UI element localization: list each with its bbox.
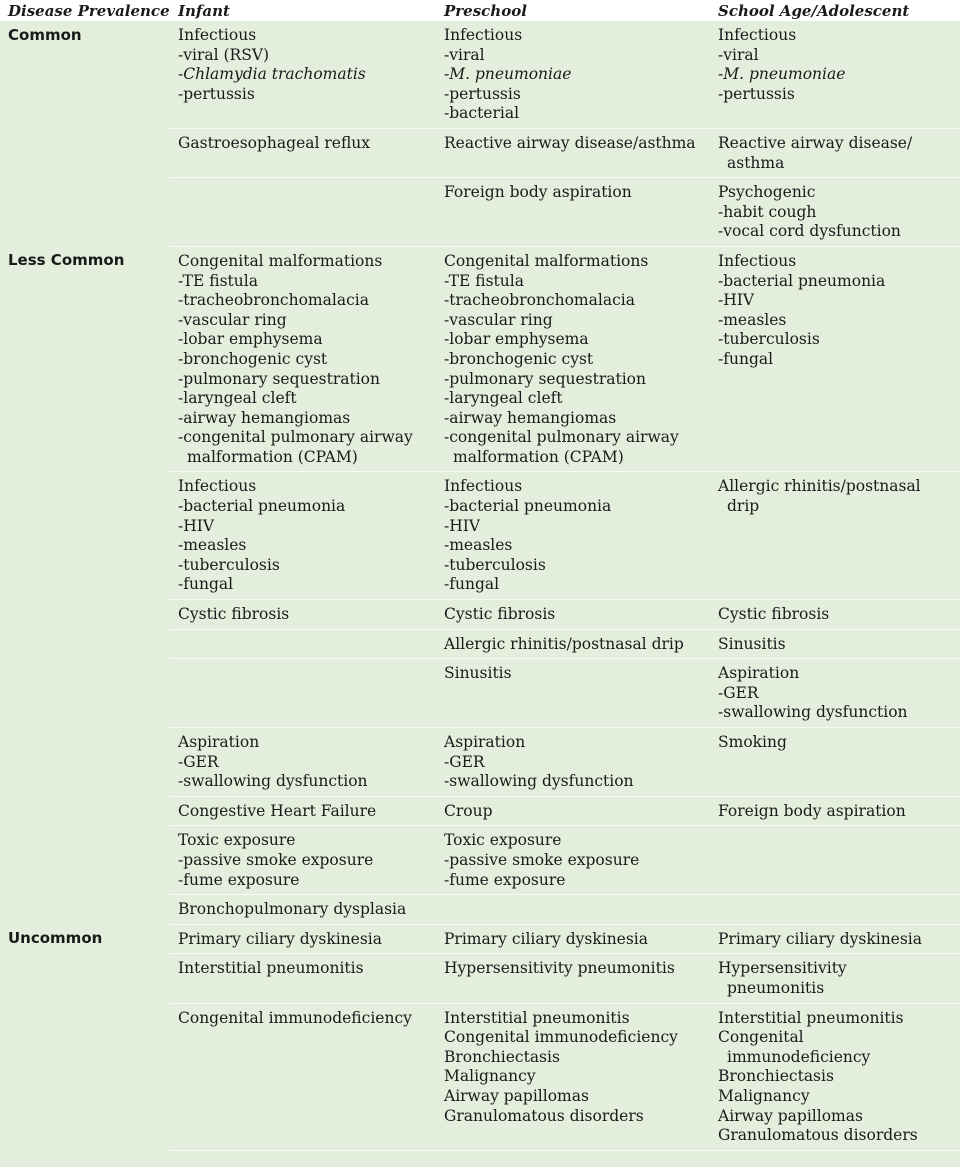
cell-line: -pertussis [178, 84, 255, 103]
cell-line: -HIV [444, 516, 481, 535]
school-age-cell [710, 728, 960, 797]
cell-line: -viral (RSV) [178, 45, 270, 64]
cell-line: -bronchogenic cyst [178, 349, 328, 368]
preschool-cell [436, 128, 710, 177]
cell-line: Reactive airway disease/ [718, 133, 913, 152]
cell-line: Foreign body aspiration [718, 801, 906, 820]
preschool-cell [436, 600, 710, 630]
cell-line: -Chlamydia trachomatis [178, 65, 366, 84]
cell-line: -lobar emphysema [444, 330, 589, 349]
school-age-cell [710, 796, 960, 826]
cell-line: -congenital pulmonary airway [444, 428, 679, 447]
cell-line: -bacterial pneumonia [178, 497, 346, 516]
cell-line: Cystic fibrosis [178, 605, 290, 624]
preschool-cell [436, 954, 710, 1003]
cell-line: -fungal [718, 349, 774, 368]
cell-line: Infectious [444, 477, 523, 496]
infant-cell [170, 659, 436, 728]
cell-line: Toxic exposure [178, 831, 296, 850]
preschool-cell [436, 826, 710, 895]
cell-line: -fume exposure [444, 870, 566, 889]
cell-line: -vocal cord dysfunction [718, 222, 901, 241]
cell-line: -tuberculosis [444, 555, 546, 574]
cell-line: -HIV [718, 291, 755, 310]
cell-line: Psychogenic [718, 183, 816, 202]
cell-line: Granulomatous disorders [444, 1106, 644, 1125]
cell-line: Allergic rhinitis/postnasal drip [444, 634, 684, 653]
cell-line: -M. pneumoniae [718, 65, 846, 84]
school-age-cell [710, 1003, 960, 1150]
preschool-cell [436, 924, 710, 954]
cell-line: -bacterial [444, 104, 520, 123]
prevalence-category: Uncommon [8, 929, 103, 948]
header-disease-prevalence: Disease Prevalence [0, 0, 170, 21]
infant-cell [170, 128, 436, 177]
cell-line: immunodeficiency [727, 1047, 871, 1066]
school-age-cell [710, 246, 960, 472]
cell-line: Infectious [178, 26, 257, 44]
cell-line: -tuberculosis [178, 555, 280, 574]
cell-line: drip [727, 497, 760, 516]
cell-line: -passive smoke exposure [178, 850, 374, 869]
header-row [0, 0, 960, 21]
cell-line: -congenital pulmonary airway [178, 428, 413, 447]
school-age-cell [710, 924, 960, 954]
school-age-cell [710, 178, 960, 247]
cell-line: Infectious [444, 26, 523, 44]
preschool-cell [436, 21, 710, 128]
school-age-cell [710, 826, 960, 895]
preschool-cell [436, 178, 710, 247]
preschool-cell [436, 895, 710, 925]
cell-line: Primary ciliary dyskinesia [444, 929, 649, 948]
cell-line: -laryngeal cleft [444, 389, 563, 408]
cell-line: Primary ciliary dyskinesia [178, 929, 383, 948]
table-row [0, 246, 960, 472]
cell-line: malformation (CPAM) [453, 447, 624, 466]
infant-cell [170, 246, 436, 472]
cell-line: Gastroesophageal reflux [178, 133, 371, 152]
cell-line: Granulomatous disorders [718, 1126, 918, 1145]
cell-line: -swallowing dysfunction [718, 703, 908, 722]
cell-line: Bronchopulmonary dysplasia [178, 900, 407, 919]
cell-line: Infectious [178, 477, 257, 496]
cell-line: Croup [444, 801, 493, 820]
cell-line: Congenital malformations [444, 251, 649, 270]
cell-line: -habit cough [718, 202, 817, 221]
header-preschool: Preschool [436, 0, 710, 21]
cell-line: -measles [444, 536, 513, 555]
header-school-age-adolescent: School Age/Adolescent [710, 0, 960, 21]
cell-line: Sinusitis [444, 664, 512, 683]
cell-line: Aspiration [444, 733, 526, 751]
preschool-cell [436, 728, 710, 797]
preschool-cell [436, 1003, 710, 1150]
cell-line: Interstitial pneumonitis [444, 1008, 630, 1027]
cell-line: -vascular ring [178, 310, 287, 329]
school-age-cell [710, 21, 960, 128]
cell-line: Toxic exposure [444, 831, 562, 850]
cell-line: -bacterial pneumonia [718, 271, 886, 290]
cell-line: -pertussis [444, 84, 521, 103]
cell-line: Congenital malformations [178, 251, 383, 270]
infant-cell [170, 1003, 436, 1150]
cell-line: -lobar emphysema [178, 330, 323, 349]
table-row [0, 21, 960, 128]
cell-line: asthma [727, 153, 785, 172]
infant-cell [170, 600, 436, 630]
cell-line: Congenital [718, 1028, 804, 1047]
infant-cell [170, 796, 436, 826]
cell-line: -TE fistula [178, 271, 258, 290]
cell-line: -GER [444, 752, 485, 771]
cell-line: Interstitial pneumonitis [178, 959, 364, 978]
cell-line: Infectious [718, 251, 797, 270]
school-age-cell [710, 600, 960, 630]
cell-line: -fungal [444, 575, 500, 594]
preschool-cell [436, 246, 710, 472]
cell-line: Sinusitis [718, 634, 786, 653]
school-age-cell [710, 128, 960, 177]
table-row [0, 924, 960, 954]
cell-line: -swallowing dysfunction [444, 772, 634, 791]
table-header [0, 0, 960, 21]
cell-line: -swallowing dysfunction [178, 772, 368, 791]
cell-line: Infectious [718, 26, 797, 44]
prevalence-category: Less Common [8, 251, 125, 270]
preschool-cell [436, 472, 710, 600]
preschool-cell [436, 796, 710, 826]
school-age-cell [710, 895, 960, 925]
cell-line: pneumonitis [727, 978, 825, 997]
cell-line: -tracheobronchomalacia [444, 291, 635, 310]
cell-line: Bronchiectasis [444, 1047, 560, 1066]
cell-line: -fungal [178, 575, 234, 594]
infant-cell [170, 924, 436, 954]
cell-line: -laryngeal cleft [178, 389, 297, 408]
header-infant: Infant [170, 0, 436, 21]
cell-line: Malignancy [718, 1086, 810, 1105]
cell-line: Cystic fibrosis [444, 605, 556, 624]
cell-line: malformation (CPAM) [187, 447, 358, 466]
cell-line: -viral [444, 45, 485, 64]
cell-line: -bronchogenic cyst [444, 349, 594, 368]
cell-line: -passive smoke exposure [444, 850, 640, 869]
cell-line: -tracheobronchomalacia [178, 291, 369, 310]
cell-line: Allergic rhinitis/postnasal [718, 477, 921, 496]
cell-line: Congestive Heart Failure [178, 801, 377, 820]
cell-line: Hypersensitivity [718, 959, 847, 978]
cell-line: Airway papillomas [444, 1086, 589, 1105]
school-age-cell [710, 629, 960, 659]
school-age-cell [710, 954, 960, 1003]
infant-cell [170, 895, 436, 925]
infant-cell [170, 728, 436, 797]
cell-line: -bacterial pneumonia [444, 497, 612, 516]
cell-line: Smoking [718, 733, 787, 751]
cell-line: -airway hemangiomas [444, 408, 617, 427]
cell-line: -TE fistula [444, 271, 524, 290]
preschool-cell [436, 659, 710, 728]
infant-cell [170, 178, 436, 247]
infant-cell [170, 21, 436, 128]
cell-line: Congenital immunodeficiency [178, 1008, 412, 1027]
cell-line: -pulmonary sequestration [444, 369, 646, 388]
cell-line: -pulmonary sequestration [178, 369, 380, 388]
cell-line: Aspiration [178, 733, 260, 751]
infant-cell [170, 826, 436, 895]
cell-line: Cystic fibrosis [718, 605, 830, 624]
cell-line: Reactive airway disease/asthma [444, 133, 696, 152]
prevalence-category: Common [8, 26, 82, 44]
school-age-cell [710, 659, 960, 728]
cell-line: -tuberculosis [718, 330, 820, 349]
cell-line: Malignancy [444, 1067, 536, 1086]
cell-line: Congenital immunodeficiency [444, 1028, 678, 1047]
cell-line: -HIV [178, 516, 215, 535]
preschool-cell [436, 629, 710, 659]
cell-line: Primary ciliary dyskinesia [718, 929, 923, 948]
school-age-cell [710, 472, 960, 600]
cell-line: Bronchiectasis [718, 1067, 834, 1086]
cell-line: -fume exposure [178, 870, 300, 889]
table-body [0, 21, 960, 1150]
cell-line: Airway papillomas [718, 1106, 863, 1125]
cell-line: -GER [178, 752, 219, 771]
cell-line: Aspiration [718, 664, 800, 683]
cell-line: -measles [178, 536, 247, 555]
cell-line: -pertussis [718, 84, 795, 103]
cell-line: -GER [718, 683, 759, 702]
cell-line: -airway hemangiomas [178, 408, 351, 427]
infant-cell [170, 472, 436, 600]
cell-line: Foreign body aspiration [444, 183, 632, 202]
cell-line: Interstitial pneumonitis [718, 1008, 904, 1027]
cell-line: Hypersensitivity pneumonitis [444, 959, 675, 978]
cell-line: -vascular ring [444, 310, 553, 329]
cell-line: -viral [718, 45, 759, 64]
cell-line: -M. pneumoniae [444, 65, 572, 84]
infant-cell [170, 629, 436, 659]
infant-cell [170, 954, 436, 1003]
cell-line: -measles [718, 310, 787, 329]
